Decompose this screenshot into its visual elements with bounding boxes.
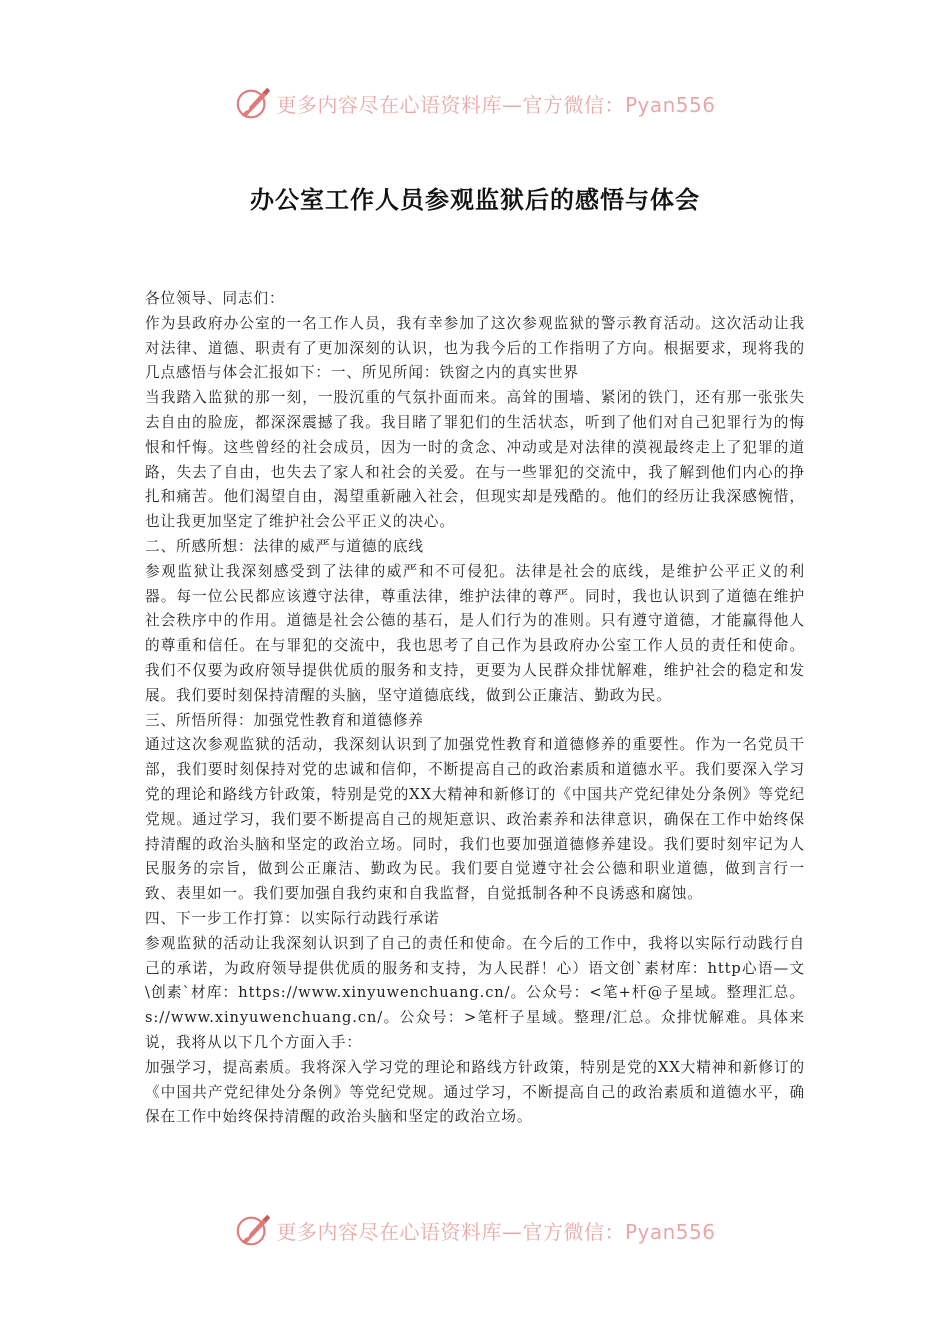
footer-watermark-banner: [0, 1210, 950, 1250]
section-heading: 二、所感所想：法律的威严与道德的底线: [145, 537, 424, 555]
section-heading: 三、所悟所得：加强党性教育和道德修养: [145, 711, 424, 729]
footer-watermark-text: 更多内容尽在心语资料库—官方微信：Pyan556: [276, 1219, 716, 1244]
greeting: 各位领导、同志们：: [145, 290, 285, 307]
body-paragraph: 参观监狱的活动让我深刻认识到了自己的责任和使命。在今后的工作中，我将以实际行动践行自己的承诺，为政府领导提供优质的服务和支持，为人民群！心）语文创`素材库：http心语—文\创素`材库：https://www.xinyuwenchuang.cn/。公众号：<笔+杆@子星域。整理汇总。s://www.xinyuwenchuang.cn/。公众号：>笔杆子星域。整理/汇总。众排忧解难。具体来说，我将从以下几个方面入手：: [145, 934, 805, 1051]
body-paragraph: 当我踏入监狱的那一刻，一股沉重的气氛扑面而来。高耸的围墙、紧闭的铁门，还有那一张张失去自由的脸庞，都深深震撼了我。我目睹了罪犯们的生活状态，听到了他们对自己犯罪行为的悔恨和忏悔。这些曾经的社会成员，因为一时的贪念、冲动或是对法律的漠视最终走上了犯罪的道路，失去了自由，也失去了家人和社会的关爱。在与一些罪犯的交流中，我了解到他们内心的挣扎和痛苦。他们渴望自由，渴望重新融入社会，但现实却是残酷的。他们的经历让我深感惋惜，也让我更加坚定了维护社会公平正义的决心。: [145, 389, 805, 531]
pen-logo-icon: [234, 84, 272, 122]
body-paragraph: 参观监狱让我深刻感受到了法律的威严和不可侵犯。法律是社会的底线，是维护公平正义的利器。每一位公民都应该遵守法律，尊重法律，维护法律的尊严。同时，我也认识到了道德在维护社会秩序中的作用。道德是社会公德的基石，是人们行为的准则。只有遵守道德，才能赢得他人的尊重和信任。在与罪犯的交流中，我也思考了自己作为县政府办公室工作人员的责任和使命。我们不仅要为政府领导提供优质的服务和支持，更要为人民群众排忧解难，维护社会的稳定和发展。我们要时刻保持清醒的头脑，坚守道德底线，做到公正廉洁、勤政为民。: [145, 562, 805, 704]
body-paragraph: 加强学习，提高素质。我将深入学习党的理论和路线方针政策，特别是党的XX大精神和新修订的《中国共产党纪律处分条例》等党纪党规。通过学习，不断提高自己的政治素质和道德水平，确保在工作中始终保持清醒的政治头脑和坚定的政治立场。: [145, 1058, 805, 1126]
document-body: [145, 287, 805, 1130]
header-watermark-text: 更多内容尽在心语资料库—官方微信：Pyan556: [276, 92, 716, 117]
body-paragraph: 通过这次参观监狱的活动，我深刻认识到了加强党性教育和道德修养的重要性。作为一名党员干部，我们要时刻保持对党的忠诚和信仰，不断提高自己的政治素质和道德水平。我们要深入学习党的理论和路线方针政策，特别是党的XX大精神和新修订的《中国共产党纪律处分条例》等党纪党规。通过学习，我们要不断提高自己的规矩意识、政治素养和法律意识，确保在工作中始终保持清醒的政治头脑和坚定的政治立场。同时，我们也要加强道德修养建设。我们要时刻牢记为人民服务的宗旨，做到公正廉洁、勤政为民。我们要自觉遵守社会公德和职业道德，做到言行一致、表里如一。我们要加强自我约束和自我监督，自觉抵制各种不良诱惑和腐蚀。: [145, 736, 805, 903]
document-title: 办公室工作人员参观监狱后的感悟与体会: [250, 185, 700, 214]
header-watermark-banner: [0, 83, 950, 123]
pen-logo-icon: [234, 1211, 272, 1249]
section-heading: 四、下一步工作打算：以实际行动践行承诺: [145, 909, 440, 927]
body-paragraph: 作为县政府办公室的一名工作人员，我有幸参加了这次参观监狱的警示教育活动。这次活动让我对法律、道德、职责有了更加深刻的认识，也为我今后的工作指明了方向。根据要求，现将我的几点感悟与体会汇报如下：一、所见所闻：铁窗之内的真实世界: [145, 314, 805, 382]
